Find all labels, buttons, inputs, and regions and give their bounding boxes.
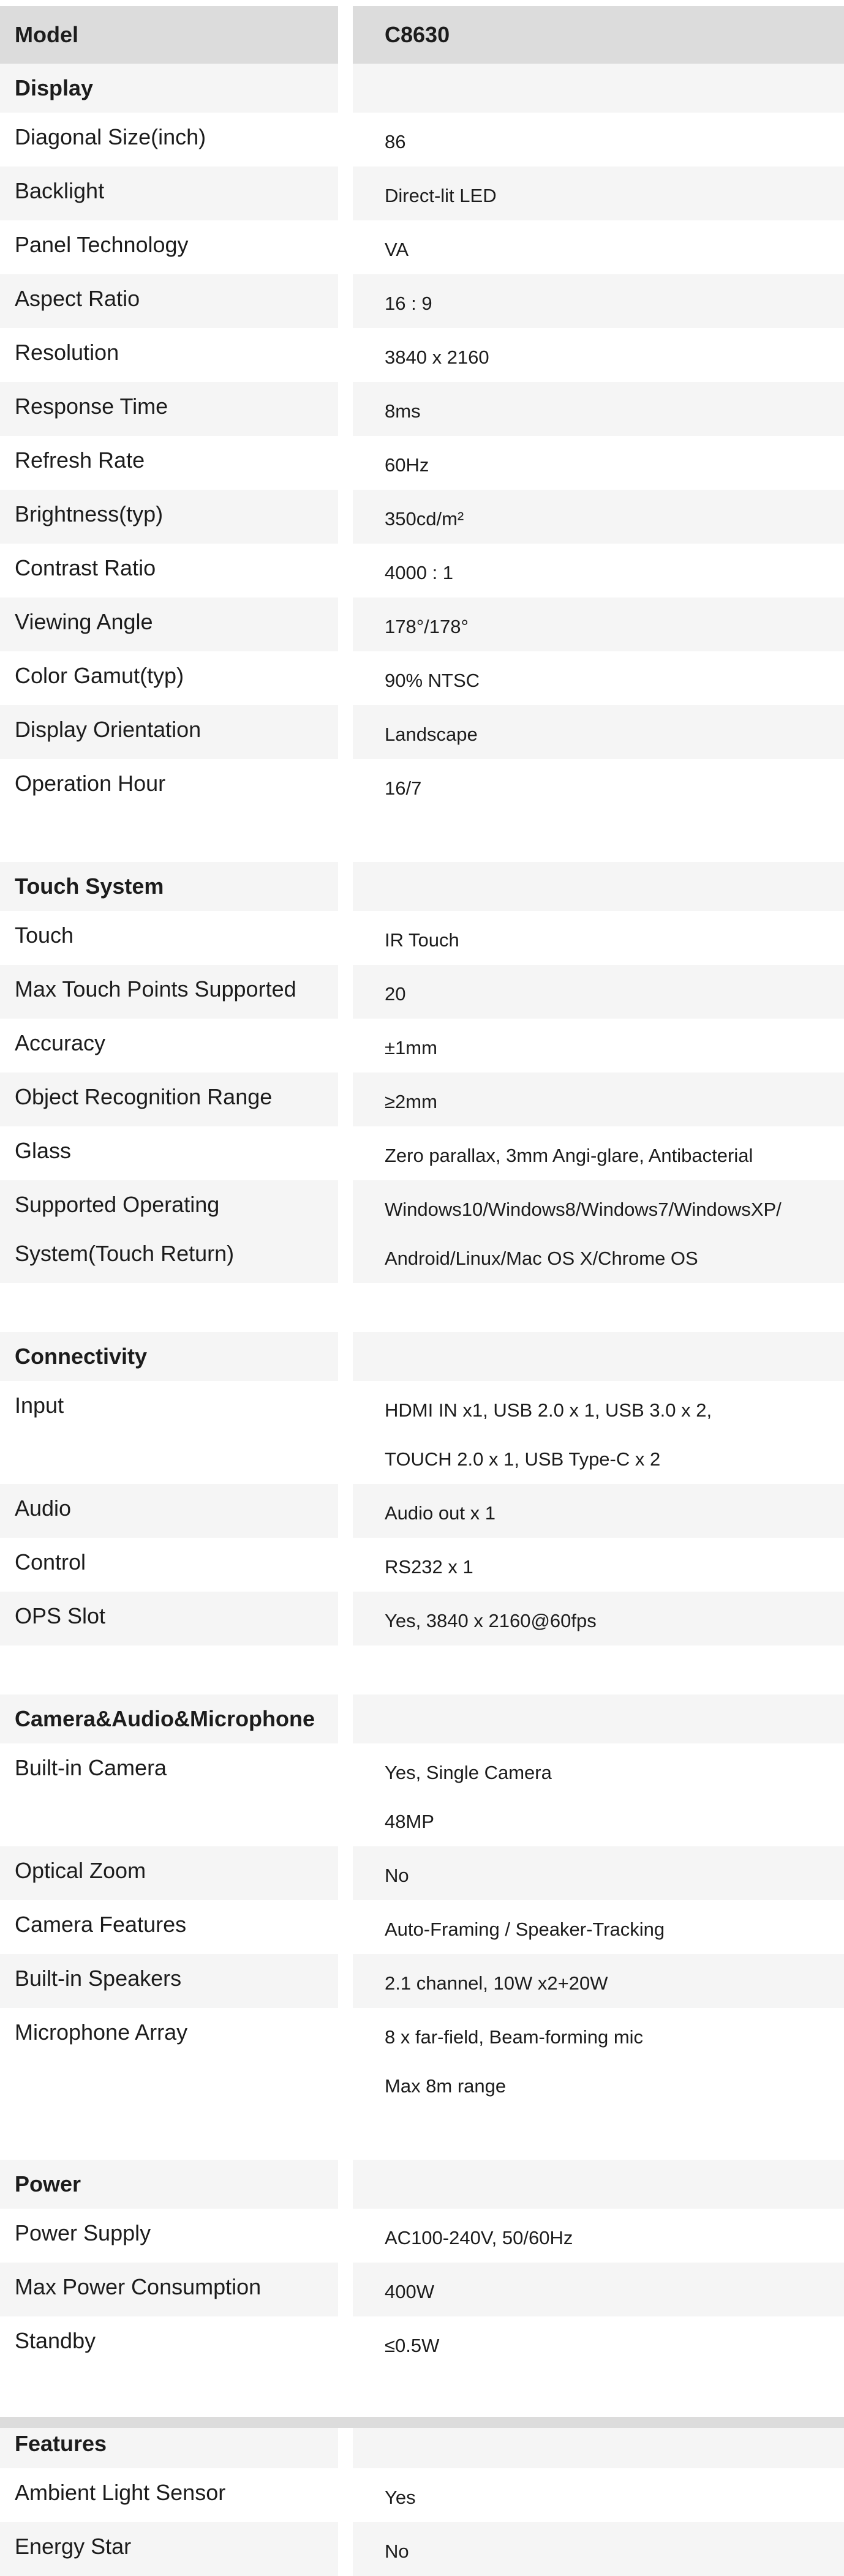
- spec-value-line: 178°/178°: [385, 616, 469, 637]
- table-row: [0, 1126, 844, 1180]
- spec-label: [0, 113, 338, 167]
- table-row: [0, 1592, 844, 1646]
- spec-value: [353, 436, 844, 490]
- table-row: [0, 1954, 844, 2008]
- spec-value: [353, 759, 844, 813]
- spec-label: [0, 1484, 338, 1538]
- spec-label-line: Viewing Angle: [15, 609, 153, 634]
- section-header-row: [0, 64, 844, 113]
- section-title: Power: [0, 2160, 338, 2209]
- table-row: [0, 2008, 844, 2111]
- spec-label: [0, 1019, 338, 1073]
- spec-value-line: Landscape: [385, 724, 478, 745]
- spec-value-line: IR Touch: [385, 929, 459, 951]
- spec-value: [353, 1381, 844, 1484]
- spec-label-line: Built-in Camera: [15, 1755, 167, 1780]
- spec-label-line: Max Touch Points Supported: [15, 976, 296, 1002]
- spec-value-line: 86: [385, 131, 406, 152]
- spec-value-line: Yes, 3840 x 2160@60fps: [385, 1610, 597, 1631]
- spec-label-line: Panel Technology: [15, 232, 189, 257]
- spec-value: [353, 1180, 844, 1283]
- section-header-empty: [353, 64, 844, 113]
- spec-label: [0, 544, 338, 597]
- spec-value: [353, 1484, 844, 1538]
- spec-value: [353, 2008, 844, 2111]
- table-row: [0, 1846, 844, 1900]
- table-row: [0, 2468, 844, 2522]
- spec-value-line: 16/7: [385, 777, 422, 799]
- spec-label: [0, 965, 338, 1019]
- table-row: [0, 2522, 844, 2576]
- spec-value-line: 2.1 channel, 10W x2+20W: [385, 1972, 608, 1994]
- spec-label-line: Touch: [15, 923, 74, 948]
- table-row: [0, 113, 844, 167]
- spec-label-line: Response Time: [15, 394, 168, 419]
- section-spacer: [0, 2370, 844, 2419]
- spec-label: [0, 651, 338, 705]
- table-row: [0, 167, 844, 220]
- spec-value: [353, 1592, 844, 1646]
- spec-value-line: 350cd/m²: [385, 508, 464, 530]
- spec-label-line: Color Gamut(typ): [15, 663, 184, 688]
- section-header-row: [0, 2160, 844, 2209]
- spec-value-line: Direct-lit LED: [385, 185, 497, 206]
- table-row: [0, 1180, 844, 1283]
- spec-label: [0, 382, 338, 436]
- spec-value-line: ±1mm: [385, 1037, 437, 1058]
- spec-value: [353, 911, 844, 965]
- spec-value-line: No: [385, 1865, 409, 1886]
- section-title: Display: [0, 64, 338, 113]
- spec-label: [0, 220, 338, 274]
- spec-value: [353, 490, 844, 544]
- table-footer-bar: [0, 2417, 844, 2428]
- spec-value-line: Max 8m range: [385, 2075, 507, 2097]
- table-row: [0, 1484, 844, 1538]
- table-row: [0, 651, 844, 705]
- spec-label: [0, 1743, 338, 1846]
- table-row: [0, 2263, 844, 2316]
- spec-value-line: Audio out x 1: [385, 1502, 495, 1524]
- section-spacer: [0, 1283, 844, 1332]
- spec-label: [0, 2468, 338, 2522]
- spec-label-line: Control: [15, 1549, 86, 1574]
- spec-value: [353, 2209, 844, 2263]
- spec-label: [0, 1954, 338, 2008]
- spec-value-line: TOUCH 2.0 x 1, USB Type-C x 2: [385, 1448, 661, 1470]
- spec-value: [353, 167, 844, 220]
- spec-label-line: Backlight: [15, 178, 105, 203]
- spec-label-line: Audio: [15, 1496, 72, 1521]
- spec-value-line: Yes, Single Camera: [385, 1762, 552, 1783]
- spec-label: [0, 2522, 338, 2576]
- spec-label-line: System(Touch Return): [15, 1241, 235, 1266]
- spec-label-line: Microphone Array: [15, 2020, 188, 2045]
- table-row: [0, 1019, 844, 1073]
- table-row: [0, 1538, 844, 1592]
- section-header-empty: [353, 1332, 844, 1381]
- spec-value-line: AC100-240V, 50/60Hz: [385, 2227, 573, 2248]
- table-header-row: [0, 6, 844, 64]
- spec-label-line: Standby: [15, 2328, 96, 2353]
- table-row: [0, 2209, 844, 2263]
- section-header-row: [0, 862, 844, 911]
- table-row: [0, 382, 844, 436]
- spec-label-line: Aspect Ratio: [15, 286, 140, 311]
- section-title: Camera&Audio&Microphone: [0, 1694, 338, 1743]
- spec-value-line: Zero parallax, 3mm Angi-glare, Antibacterial: [385, 1145, 753, 1166]
- spec-label: [0, 1073, 338, 1126]
- spec-value: [353, 597, 844, 651]
- spec-label: [0, 911, 338, 965]
- spec-value-line: 90% NTSC: [385, 670, 480, 691]
- spec-label: [0, 1381, 338, 1484]
- spec-label-line: OPS Slot: [15, 1603, 106, 1628]
- spec-label: [0, 597, 338, 651]
- spec-value: [353, 220, 844, 274]
- spec-label: [0, 2263, 338, 2316]
- table-row: [0, 328, 844, 382]
- spec-value-line: ≤0.5W: [385, 2335, 440, 2356]
- spec-label: [0, 1538, 338, 1592]
- section-header-empty: [353, 1694, 844, 1743]
- spec-value-line: 20: [385, 983, 406, 1005]
- spec-label-line: Glass: [15, 1138, 72, 1163]
- section-spacer: [0, 1646, 844, 1694]
- spec-value: [353, 1954, 844, 2008]
- table-row: [0, 965, 844, 1019]
- spec-value-line: No: [385, 2540, 409, 2562]
- spec-label: [0, 1592, 338, 1646]
- spec-value: [353, 1743, 844, 1846]
- section-title: Connectivity: [0, 1332, 338, 1381]
- spec-value-line: 8ms: [385, 400, 421, 422]
- spec-label: [0, 167, 338, 220]
- spec-label: [0, 274, 338, 328]
- spec-label: [0, 705, 338, 759]
- spec-value: [353, 274, 844, 328]
- table-row: [0, 759, 844, 813]
- spec-label-line: Resolution: [15, 340, 119, 365]
- spec-value: [353, 1126, 844, 1180]
- spec-value-line: 48MP: [385, 1811, 434, 1832]
- spec-value-line: HDMI IN x1, USB 2.0 x 1, USB 3.0 x 2,: [385, 1399, 712, 1421]
- spec-value: [353, 1900, 844, 1954]
- section-spacer: [0, 2111, 844, 2160]
- spec-label-line: Refresh Rate: [15, 447, 145, 473]
- spec-value-line: VA: [385, 239, 409, 260]
- spec-label-line: Ambient Light Sensor: [15, 2480, 226, 2505]
- spec-label-line: Display Orientation: [15, 717, 202, 742]
- table-row: [0, 597, 844, 651]
- section-spacer: [0, 813, 844, 862]
- spec-value: [353, 705, 844, 759]
- spec-label: [0, 2316, 338, 2370]
- spec-label: [0, 1900, 338, 1954]
- spec-value: [353, 544, 844, 597]
- spec-value: [353, 965, 844, 1019]
- spec-value-line: 60Hz: [385, 454, 429, 476]
- spec-label-line: Supported Operating: [15, 1192, 220, 1217]
- spec-label: [0, 759, 338, 813]
- spec-value-line: Auto-Framing / Speaker-Tracking: [385, 1919, 665, 1940]
- spec-label-line: Operation Hour: [15, 771, 166, 796]
- spec-value: [353, 382, 844, 436]
- table-row: [0, 911, 844, 965]
- spec-label-line: Power Supply: [15, 2220, 151, 2245]
- spec-value: [353, 1073, 844, 1126]
- spec-label: [0, 490, 338, 544]
- model-label: Model: [0, 6, 338, 64]
- spec-label-line: Contrast Ratio: [15, 555, 156, 580]
- spec-label-line: Energy Star: [15, 2534, 132, 2559]
- spec-value: [353, 328, 844, 382]
- table-row: [0, 1073, 844, 1126]
- spec-label: [0, 2209, 338, 2263]
- spec-value: [353, 1846, 844, 1900]
- spec-value: [353, 2468, 844, 2522]
- section-header-empty: [353, 862, 844, 911]
- spec-value: [353, 113, 844, 167]
- spec-label: [0, 436, 338, 490]
- spec-value-line: ≥2mm: [385, 1091, 437, 1112]
- spec-label-line: Optical Zoom: [15, 1858, 146, 1883]
- spec-value-line: 16 : 9: [385, 293, 432, 314]
- section-header-empty: [353, 2160, 844, 2209]
- spec-value: [353, 2263, 844, 2316]
- spec-value: [353, 1538, 844, 1592]
- table-body: [0, 64, 844, 2576]
- section-header-row: [0, 1694, 844, 1743]
- spec-value-line: Windows10/Windows8/Windows7/WindowsXP/: [385, 1199, 782, 1220]
- spec-label-line: Brightness(typ): [15, 501, 164, 526]
- section-title: Touch System: [0, 862, 338, 911]
- table-row: [0, 220, 844, 274]
- spec-value: [353, 651, 844, 705]
- spec-value-line: Yes: [385, 2487, 416, 2508]
- spec-label-line: Max Power Consumption: [15, 2274, 262, 2299]
- spec-value: [353, 1019, 844, 1073]
- spec-value-line: 400W: [385, 2281, 434, 2302]
- spec-label-line: Camera Features: [15, 1912, 187, 1937]
- spec-label: [0, 1846, 338, 1900]
- table-row: [0, 1381, 844, 1484]
- spec-value-line: 4000 : 1: [385, 562, 454, 583]
- table-row: [0, 1743, 844, 1846]
- section-title: Features: [0, 2419, 338, 2468]
- section-header-row: [0, 1332, 844, 1381]
- table-row: [0, 274, 844, 328]
- spec-value: [353, 2522, 844, 2576]
- spec-value-line: 3840 x 2160: [385, 346, 489, 368]
- spec-label: [0, 328, 338, 382]
- table-row: [0, 490, 844, 544]
- spec-label: [0, 1126, 338, 1180]
- spec-label-line: Object Recognition Range: [15, 1084, 273, 1109]
- spec-table: [0, 6, 844, 2576]
- spec-label: [0, 2008, 338, 2111]
- spec-label-line: Built-in Speakers: [15, 1966, 182, 1991]
- spec-value-line: Android/Linux/Mac OS X/Chrome OS: [385, 1248, 698, 1269]
- table-row: [0, 1900, 844, 1954]
- table-row: [0, 705, 844, 759]
- spec-label-line: Accuracy: [15, 1030, 106, 1055]
- table-row: [0, 436, 844, 490]
- spec-value: [353, 2316, 844, 2370]
- spec-label: [0, 1180, 338, 1283]
- table-row: [0, 544, 844, 597]
- spec-label-line: Diagonal Size(inch): [15, 124, 206, 149]
- model-value: C8630: [353, 6, 844, 64]
- table-row: [0, 2316, 844, 2370]
- spec-value-line: 8 x far-field, Beam-forming mic: [385, 2026, 644, 2048]
- spec-value-line: RS232 x 1: [385, 1556, 473, 1578]
- spec-label-line: Input: [15, 1393, 64, 1418]
